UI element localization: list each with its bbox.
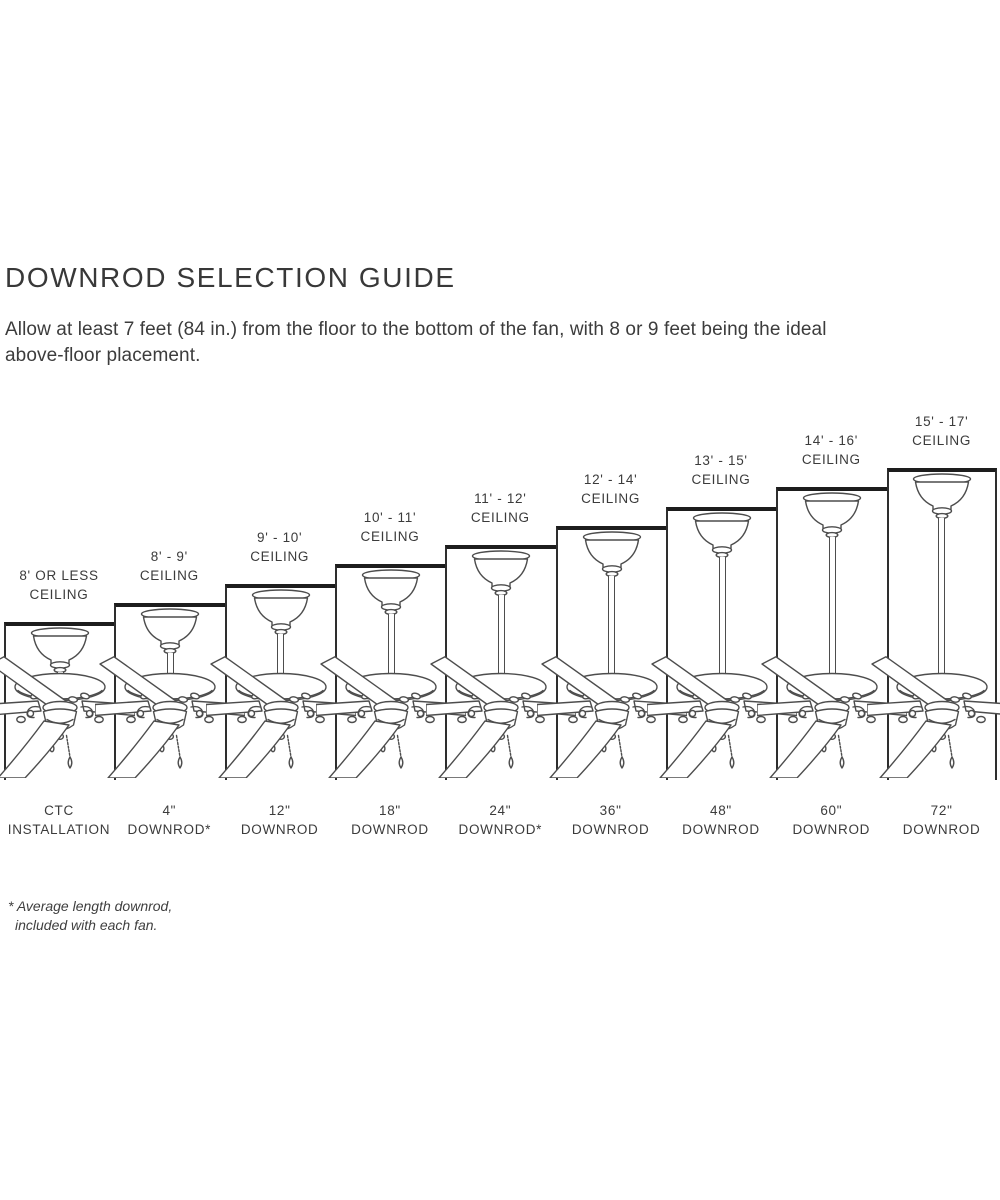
footnote [5,897,1000,934]
intro-line-1: Allow at least 7 feet (84 in.) from the floor to the bottom of the fan, with 8 or 9 feet being the ideal [5,319,827,340]
ceiling-height-label: 8' OR LESS CEILING [19,568,99,602]
ceiling-fan-icon [867,656,1000,778]
ceiling-height-label: 10' - 11' CEILING [360,510,420,545]
ceiling-height-label: 14' - 16' CEILING [801,433,861,468]
downrod-size-label: 12" DOWNROD [240,803,319,837]
page-title: DOWNROD SELECTION GUIDE [5,262,456,293]
intro-text [5,317,1000,369]
ceiling-height-label: 9' - 10' CEILING [250,529,310,564]
ceiling-height-label: 8' - 9' CEILING [139,548,199,583]
canopy-icon [689,512,755,560]
intro-line-2: above-floor placement. [5,345,201,366]
footnote-line-1: * Average length downrod, [8,898,173,914]
canopy-icon [579,531,645,579]
canopy-icon [909,473,975,521]
fan-panel [887,414,997,837]
ceiling-height-label: 13' - 15' CEILING [691,452,751,487]
canopy-icon [468,550,534,598]
downrod-size-label: CTC INSTALLATION [7,803,111,837]
ceiling-height-label: 15' - 17' CEILING [912,414,972,448]
downrod-size-label: 24" DOWNROD* [458,803,543,837]
canopy-icon [248,589,314,637]
downrod-size-label: 60" DOWNROD [792,803,871,837]
canopy-icon [358,569,424,617]
ceiling-height-label: 11' - 12' CEILING [470,491,530,525]
downrod-size-label: 4" DOWNROD* [127,803,212,837]
diagram [4,400,997,840]
downrod-size-label: 72" DOWNROD [902,803,981,837]
downrod-size-label: 48" DOWNROD [682,803,760,837]
canopy-icon [799,492,865,540]
footnote-line-2: included with each fan. [15,916,158,933]
downrod-size-label: 36" DOWNROD [571,803,650,837]
downrod-size-label: 18" DOWNROD [351,803,429,837]
ceiling-height-label: 12' - 14' CEILING [581,471,641,506]
canopy-icon [137,608,203,656]
